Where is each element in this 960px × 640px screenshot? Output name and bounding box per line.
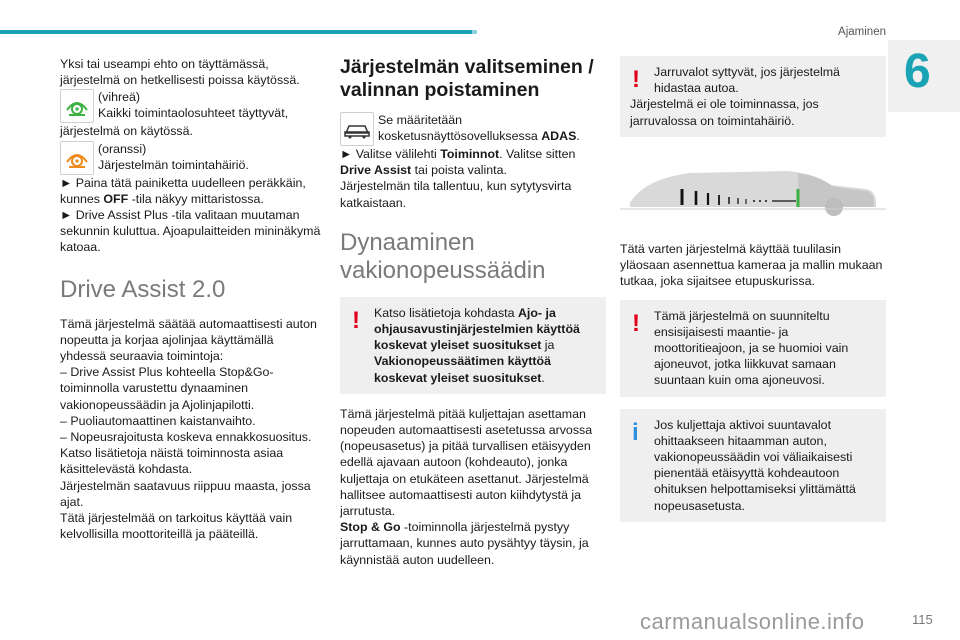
- defined-a: Se määritetään: [378, 113, 463, 127]
- drive-assist-orange-icon: [60, 141, 94, 175]
- warning-icon: !: [632, 309, 640, 337]
- body-line: Katso lisätietoja näistä toiminnosta asiaa käsittelevästä kohdasta.: [60, 446, 284, 477]
- body-line: Järjestelmän saatavuus riippuu maasta, jossa ajat.: [60, 478, 311, 509]
- warning-note: ! Katso lisätietoja kohdasta Ajo- ja ohjausavustinjärjestelmien käyttöä koskevat yleiset suositukset ja Vakionopeussäätimen käyttöä koskevat yleiset suositukset.: [340, 297, 606, 394]
- cruise-control-illustration: [620, 159, 886, 225]
- green-label: (vihreä): [98, 90, 140, 105]
- body-line: – Puoliautomaattinen kaistanvaihto.: [60, 413, 256, 428]
- column-middle: [340, 56, 606, 568]
- page-number: 115: [912, 612, 933, 627]
- header-accent-bar-end: [472, 30, 477, 34]
- body-line: – Drive Assist Plus kohteella Stop&Go-toiminnolla varustettu dynaaminen vakionopeussäädin ja Ajolinjapilotti.: [60, 365, 274, 412]
- status-green-row: [60, 89, 322, 123]
- warning-icon: !: [632, 66, 640, 93]
- watermark: carmanualsonline.info: [640, 609, 865, 634]
- camera-text: Tätä varten järjestelmä käyttää tuulilasin yläosaan asennettua kameraa ja mallin mukaan tutkaa, joka sijaitsee etupuskurissa.: [620, 242, 883, 289]
- heading-drive-assist: Drive Assist 2.0: [60, 275, 226, 303]
- warning-icon: !: [352, 306, 360, 334]
- chapter-number: 6: [904, 45, 931, 98]
- orange-text-a: Järjestelmän toimintahäiriö.: [98, 157, 249, 172]
- heading-cruise-control: Dynaaminen vakionopeussäädin: [340, 228, 546, 284]
- green-text-a: Kaikki toimintaolosuhteet täyttyvät,: [98, 106, 289, 121]
- status-orange-row: [60, 141, 322, 175]
- body-line: Tämä järjestelmä säätää automaattisesti auton nopeutta ja korjaa ajolinjaa käyttämällä yhdessä seuraavia toimintoja:: [60, 316, 317, 364]
- para-drive-assist-plus: ► Drive Assist Plus -tila valitaan muutaman sekunnin kuluttua. Ajoapulaitteiden mininäkymä katoaa.: [60, 208, 321, 255]
- para-press-button: ► Paina tätä painiketta uudelleen peräkkäin, kunnes OFF -tila näkyy mittaristossa.: [60, 175, 306, 206]
- adas-row: [340, 112, 606, 146]
- heading-select: Järjestelmän valitseminen / valinnan poistaminen: [340, 56, 594, 101]
- info-note-turn-signal: i Jos kuljettaja aktivoi suuntavalot ohittaakseen hitaamman auton, vakionopeussäädin voi väliaikaisesti pienentää etäisyyttä kohdeautoon ohituksen helpottamiseksi ylittämättä nopeusasetusta.: [620, 409, 886, 522]
- saved-text: Järjestelmän tila tallentuu, kun sytytysvirta katkaistaan.: [340, 179, 572, 210]
- cruise-body: Tämä järjestelmä pitää kuljettajan asettaman nopeuden automaattisesti asetetussa arvossa (nopeusasetus) ja pitää turvallisen etäisyyden edellä ajavaan autoon (kohdeauto), jonka kuljettaja on etukäteen asettanut. Järjestelmä hallitsee automaattisesti auton kiihdytystä ja jarrutusta.: [340, 406, 593, 519]
- section-title: Ajaminen: [838, 26, 886, 38]
- select-instruction: ► Valitse välilehti Toiminnot. Valitse sitten Drive Assist tai poista valinta.: [340, 147, 576, 178]
- body-line: Tätä järjestelmää on tarkoitus käyttää vain kelvollisilla moottoriteillä ja pääteillä.: [60, 511, 293, 542]
- green-text-b: järjestelmä on käytössä.: [60, 124, 193, 139]
- warning-note-brake: ! Jarruvalot syttyvät, jos järjestelmä hidastaa autoa. Järjestelmä ei ole toiminnassa, jos jarruvalossa on toimintahäiriö.: [620, 56, 886, 137]
- orange-label: (oranssi): [98, 141, 147, 156]
- column-left: [60, 56, 322, 542]
- intro-text: Yksi tai useampi ehto on täyttämässä, järjestelmä on hetkellisesti poissa käytössä.: [60, 57, 300, 88]
- info-icon: i: [632, 418, 639, 446]
- body-line: – Nopeusrajoitusta koskeva ennakkosuositus.: [60, 430, 312, 445]
- defined-b: kosketusnäyttösovelluksessa ADAS.: [378, 129, 580, 143]
- column-right: [620, 56, 886, 534]
- header-accent-bar: [0, 30, 472, 34]
- drive-assist-green-icon: [60, 89, 94, 123]
- car-settings-icon: [340, 112, 374, 146]
- warning-note-road: ! Tämä järjestelmä on suunniteltu ensisijaisesti maantie- ja moottoritieajoon, ja se huomioi vain ajoneuvot, jotka liikkuvat samaan suuntaan kuin oma ajoneuvosi.: [620, 300, 886, 397]
- stopgo-text: Stop & Go -toiminnolla järjestelmä pystyy jarruttamaan, kunnes auto pysähtyy täysin, ja käynnistää auton uudelleen.: [340, 520, 589, 567]
